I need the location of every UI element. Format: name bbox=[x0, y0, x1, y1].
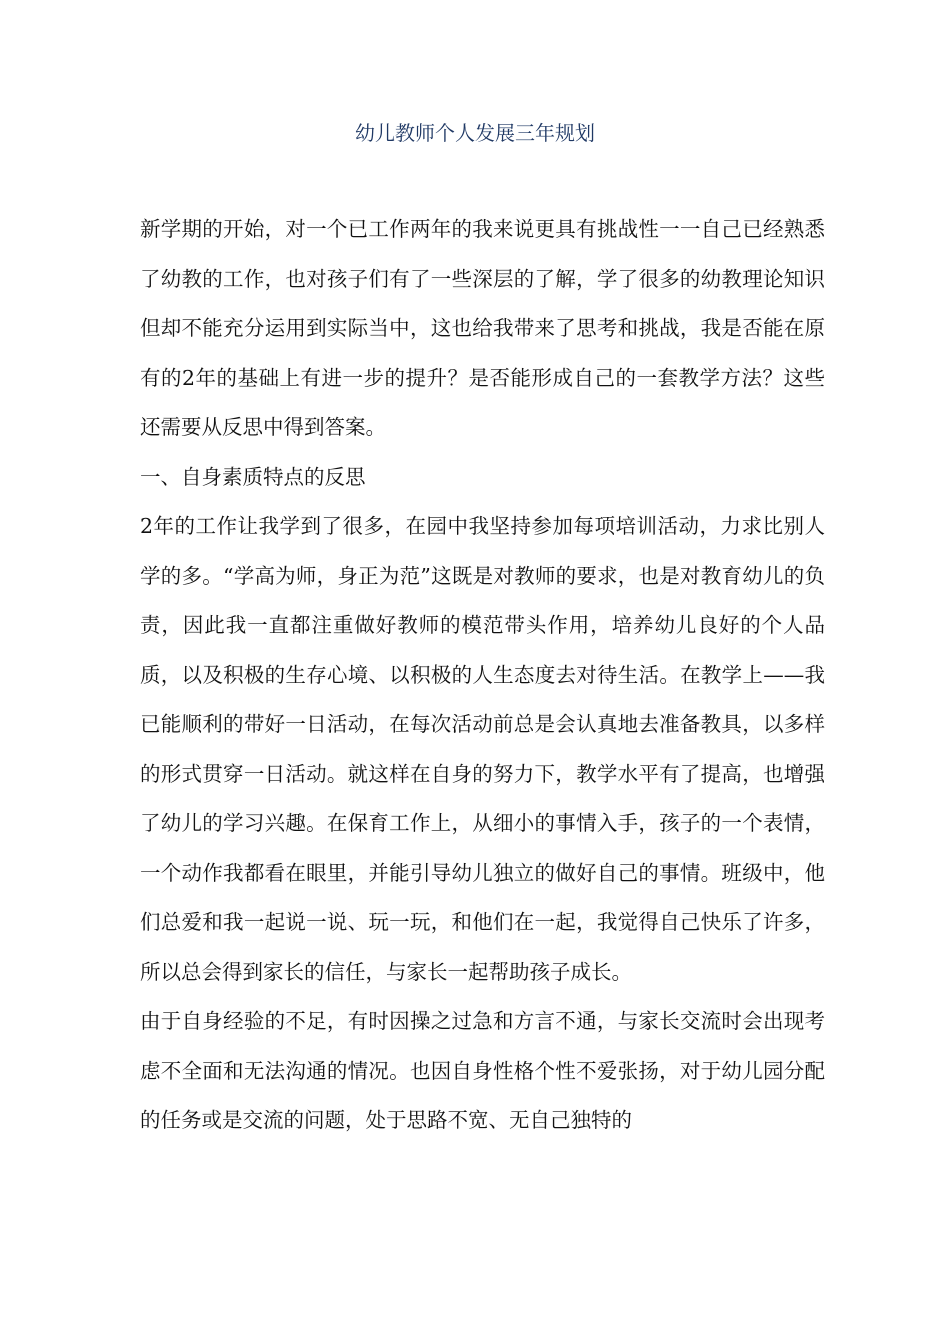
paragraph-work-experience: 2年的工作让我学到了很多，在园中我坚持参加每项培训活动，力求比别人学的多。“学高为师，身正为范”这既是对教师的要求，也是对教育幼儿的负责，因此我一直都注重做好教师的模范带头作用，培养幼儿良好的个人品质，以及积极的生存心境、以积极的人生态度去对待生活。在教学上——我已能顺利的带好一日活动，在每次活动前总是会认真地去准备教具，以多样的形式贯穿一日活动。就这样在自身的努力下，教学水平有了提高，也增强了幼儿的学习兴趣。在保育工作上，从细小的事情入手，孩子的一个表情，一个动作我都看在眼里，并能引导幼儿独立的做好自己的事情。班级中，他们总爱和我一起说一说、玩一玩，和他们在一起，我觉得自己快乐了许多，所以总会得到家长的信任，与家长一起帮助孩子成长。 bbox=[140, 514, 825, 984]
document-title: 幼儿教师个人发展三年规划 bbox=[355, 121, 595, 145]
paragraph-shortcomings: 由于自身经验的不足，有时因操之过急和方言不通，与家长交流时会出现考虑不全面和无法沟通的情况。也因自身性格个性不爱张扬，对于幼儿园分配的任务或是交流的问题，处于思路不宽、无自己独特的 bbox=[140, 1009, 825, 1132]
paragraph-intro: 新学期的开始，对一个已工作两年的我来说更具有挑战性一一自己已经熟悉了幼教的工作，也对孩子们有了一些深层的了解，学了很多的幼教理论知识但却不能充分运用到实际当中，这也给我带来了思考和挑战，我是否能在原有的2年的基础上有进一步的提升？是否能形成自己的一套教学方法？这些还需要从反思中得到答案。 bbox=[140, 217, 825, 439]
section-heading-self-reflection: 一、自身素质特点的反思 bbox=[140, 464, 366, 489]
document-body bbox=[140, 205, 825, 1146]
